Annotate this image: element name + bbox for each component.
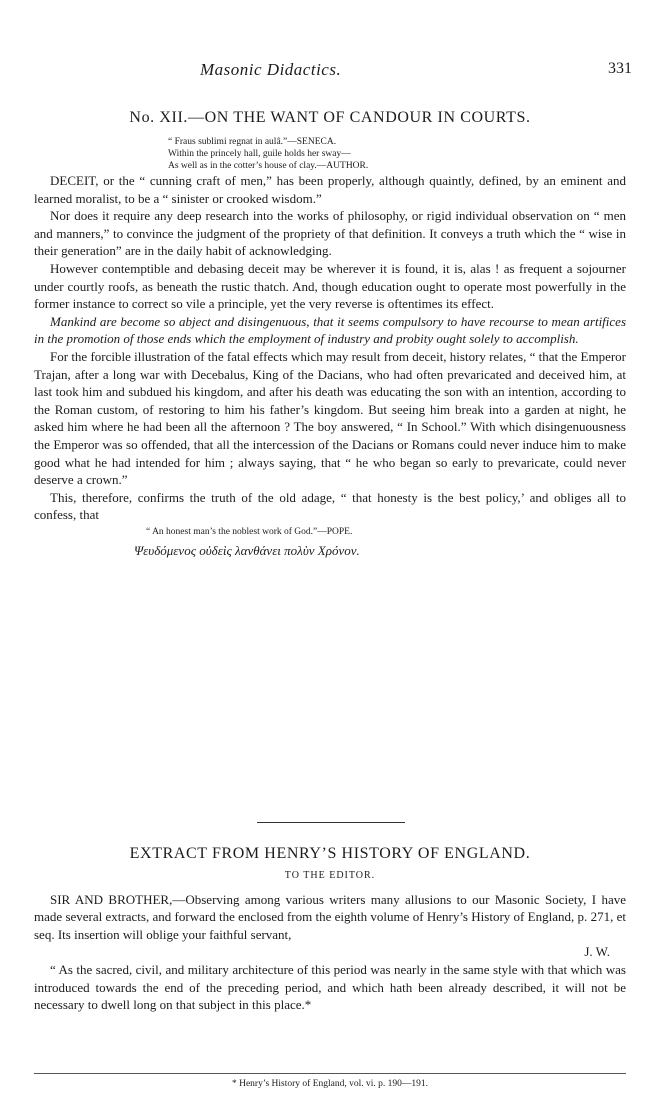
footnote-divider — [34, 1073, 626, 1074]
epigraph-line: “ Fraus sublimi regnat in aulâ.”—SENECA. — [168, 137, 337, 147]
article-title — [34, 108, 626, 128]
paragraph: For the forcible illustration of the fatal effects which may result from deceit, history relates, “ that the Emperor Trajan, after a long war with Decebalus, King of the Dacians, who had often prevaricated and deceived him, at last took him and subdued his kingdom, and after his death was educating the son with an intention, according to the Roman custom, of restoring to him his father’s kingdom. But seeing him break into a garden at night, he asked him where he had been all the afternoon ? The boy answered, “ In School.” With which disingenuousness the Emperor was so offended, that all the intercession of the Dacians or Romans could never induce him to make good what he had intended for him ; always saying, that “ he who began so early to prevaricate, could never deserve a crown.” — [34, 348, 626, 488]
article-extract — [34, 844, 626, 1014]
paragraph: “ As the sacred, civil, and military architecture of this period was nearly in the same style with that which was introduced towards the end of the preceding period, and which hath been already described, it will not be necessary to dwell long on that subject in this place.* — [34, 961, 626, 1013]
greek-proverb: Ψευδόμενος οὐδεὶς λανθάνει πολὺν Χρόνον. — [134, 542, 360, 558]
article-candour — [34, 108, 626, 559]
signature: J. W. — [584, 944, 610, 960]
article-number: No. XII. — [129, 109, 188, 126]
article-title: EXTRACT FROM HENRY’S HISTORY OF ENGLAND. — [129, 845, 531, 862]
salutation-heading: TO THE EDITOR. — [284, 870, 376, 881]
closing-quote: “ An honest man’s the noblest work of God.”—POPE. — [146, 526, 353, 537]
article-title-text: —ON THE WANT OF CANDOUR IN COURTS. — [188, 109, 531, 126]
section-divider — [257, 822, 405, 823]
footnote: * Henry’s History of England, vol. vi. p. 190—191. — [231, 1079, 429, 1089]
paragraph: SIR AND BROTHER,—Observing among various writers many allusions to our Masonic Society, I have made several extracts, and forward the enclosed from the eighth volume of Henry’s History of England, p. 271, et seq. Its insertion will oblige your faithful servant, — [34, 891, 626, 942]
italic-paragraph: Mankind are become so abject and disingenuous, that it seems compulsory to have recourse to mean artifices in the promotion of those ends which the employment of industry and probity ought solely to accomplish. — [34, 313, 626, 347]
running-title: Masonic Didactics. — [200, 60, 342, 79]
paragraph: Nor does it require any deep research into the works of philosophy, or rigid individual observation on “ men and manners,” to convince the judgment of the propriety of that definition. It conveys a truth which the “ wise in their generation” are in the daily habit of acknowledging. — [34, 208, 626, 259]
paragraph: However contemptible and debasing deceit may be wherever it is found, it is, alas ! as frequent a sojourner under courtly roofs, as beneath the rustic thatch. And, though education ought to operate most powerfully in the former instance to correct so vile a principle, yet the very reverse is oftentimes its effect. — [34, 260, 626, 312]
paragraph: DECEIT, or the “ cunning craft of men,” has been properly, although quaintly, defined, by an eminent and learned moralist, to be a “ sinister or crooked wisdom.” — [34, 173, 626, 206]
epigraph — [168, 136, 626, 172]
epigraph-line: As well as in the cotter’s house of clay.—AUTHOR. — [168, 161, 369, 171]
epigraph-line: Within the princely hall, guile holds her sway— — [168, 149, 351, 159]
paragraph: This, therefore, confirms the truth of the old adage, “ that honesty is the best policy,’ and obliges all to confess, that — [34, 489, 626, 523]
page-header — [0, 60, 659, 82]
page-number: 331 — [608, 60, 632, 77]
